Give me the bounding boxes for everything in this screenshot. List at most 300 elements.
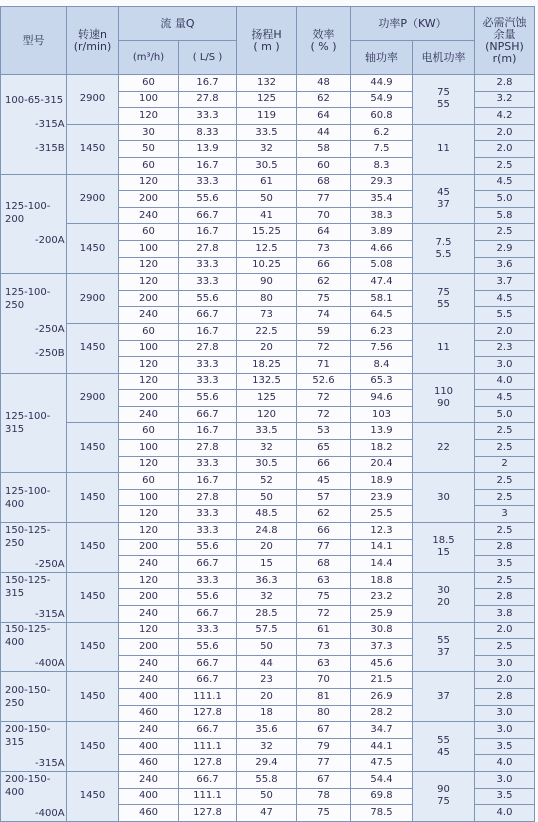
npsh-cell: 2.8: [475, 688, 535, 705]
motor-power-value: 55: [437, 298, 450, 310]
flow-m3h-cell: 60: [119, 323, 179, 340]
shaft-power-cell: 25.5: [351, 506, 413, 523]
table-row: [1, 771, 535, 788]
npsh-cell: 2.9: [475, 240, 535, 257]
flow-m3h-cell: 200: [119, 589, 179, 606]
flow-m3h-cell: 60: [119, 224, 179, 241]
motor-power-value: 30: [437, 491, 450, 503]
efficiency-cell: 74: [297, 307, 351, 324]
npsh-cell: 2.5: [475, 440, 535, 457]
flow-m3h-cell: 100: [119, 91, 179, 108]
motor-power-cell: [413, 423, 475, 473]
flow-m3h-cell: 120: [119, 373, 179, 390]
flow-m3h-cell: 240: [119, 406, 179, 423]
shaft-power-cell: 18.2: [351, 440, 413, 457]
head-cell: 73: [237, 307, 297, 324]
npsh-cell: 5.0: [475, 406, 535, 423]
head-cell: 55.8: [237, 771, 297, 788]
shaft-power-cell: 6.23: [351, 323, 413, 340]
motor-power-value: 110: [433, 386, 454, 398]
npsh-cell: 3.2: [475, 91, 535, 108]
flow-m3h-cell: 240: [119, 556, 179, 573]
flow-ls-cell: 27.8: [179, 340, 237, 357]
head-cell: 119: [237, 108, 297, 125]
head-cell: 33.5: [237, 423, 297, 440]
efficiency-cell: 67: [297, 771, 351, 788]
npsh-cell: 5.0: [475, 191, 535, 208]
shaft-power-cell: 20.4: [351, 456, 413, 473]
npsh-cell: 2.8: [475, 75, 535, 92]
table-row: [1, 323, 535, 340]
motor-power-cell: [413, 771, 475, 821]
speed-cell: 1450: [67, 423, 119, 473]
speed-cell: 2900: [67, 75, 119, 125]
flow-ls-cell: 33.3: [179, 622, 237, 639]
model-label: 150-125-250: [5, 524, 51, 549]
flow-ls-cell: 127.8: [179, 705, 237, 722]
head-cell: 12.5: [237, 240, 297, 257]
table-row: [1, 274, 535, 291]
shaft-power-cell: 69.8: [351, 788, 413, 805]
motor-power-value: 75: [437, 286, 450, 298]
flow-ls-cell: 16.7: [179, 473, 237, 490]
shaft-power-cell: 7.56: [351, 340, 413, 357]
model-label: 125-100-315: [5, 410, 51, 435]
model-label: -200A: [35, 235, 65, 247]
model-label: 125-100-250: [5, 287, 51, 312]
head-cell: 50: [237, 191, 297, 208]
npsh-cell: 2.3: [475, 340, 535, 357]
model-label: 100-65-315: [5, 94, 64, 106]
flow-m3h-cell: 100: [119, 440, 179, 457]
motor-power-cell: [413, 722, 475, 772]
npsh-cell: 4.0: [475, 805, 535, 822]
flow-m3h-cell: 200: [119, 539, 179, 556]
efficiency-cell: 75: [297, 805, 351, 822]
table-row: [1, 423, 535, 440]
head-cell: 44: [237, 655, 297, 672]
shaft-power-cell: 28.2: [351, 705, 413, 722]
flow-ls-cell: 16.7: [179, 157, 237, 174]
shaft-power-cell: 7.5: [351, 141, 413, 158]
flow-m3h-cell: 60: [119, 473, 179, 490]
shaft-power-cell: 58.1: [351, 290, 413, 307]
efficiency-cell: 73: [297, 639, 351, 656]
head-cell: 18.25: [237, 357, 297, 374]
npsh-cell: 2.0: [475, 622, 535, 639]
npsh-cell: 2.5: [475, 157, 535, 174]
motor-power-value: 45: [437, 186, 450, 198]
motor-power-value: 22: [437, 441, 450, 453]
motor-power-value: 55: [437, 734, 450, 746]
efficiency-cell: 68: [297, 174, 351, 191]
flow-m3h-cell: 240: [119, 606, 179, 623]
flow-m3h-cell: 400: [119, 688, 179, 705]
shaft-power-cell: 44.1: [351, 738, 413, 755]
head-cell: 24.8: [237, 523, 297, 540]
flow-ls-cell: 66.7: [179, 672, 237, 689]
npsh-cell: 3.5: [475, 556, 535, 573]
flow-ls-cell: 8.33: [179, 124, 237, 141]
shaft-power-cell: 25.9: [351, 606, 413, 623]
flow-m3h-cell: 240: [119, 771, 179, 788]
model-cell: [1, 622, 67, 672]
efficiency-cell: 70: [297, 207, 351, 224]
efficiency-cell: 48: [297, 75, 351, 92]
model-label: -250A: [35, 558, 65, 570]
model-label: 150-125-400: [5, 624, 51, 649]
flow-ls-cell: 66.7: [179, 406, 237, 423]
npsh-cell: 2.5: [475, 572, 535, 589]
npsh-cell: 5.5: [475, 307, 535, 324]
efficiency-cell: 73: [297, 240, 351, 257]
flow-m3h-cell: 240: [119, 672, 179, 689]
efficiency-cell: 64: [297, 224, 351, 241]
header-head: 扬程H ( m ): [237, 7, 297, 75]
motor-power-cell: [413, 523, 475, 573]
head-cell: 29.4: [237, 755, 297, 772]
flow-ls-cell: 16.7: [179, 75, 237, 92]
flow-ls-cell: 66.7: [179, 307, 237, 324]
model-label: 200-150-315: [5, 724, 51, 749]
motor-power-value: 20: [437, 597, 450, 609]
motor-power-value: 45: [437, 746, 450, 758]
flow-ls-cell: 33.3: [179, 572, 237, 589]
flow-ls-cell: 27.8: [179, 440, 237, 457]
head-cell: 125: [237, 91, 297, 108]
motor-power-value: 15: [437, 547, 450, 559]
table-row: [1, 75, 535, 92]
flow-ls-cell: 13.9: [179, 141, 237, 158]
model-label: 200-150-400: [5, 773, 51, 798]
flow-ls-cell: 16.7: [179, 323, 237, 340]
shaft-power-cell: 54.9: [351, 91, 413, 108]
motor-power-value: 55: [437, 99, 450, 111]
flow-m3h-cell: 240: [119, 722, 179, 739]
shaft-power-cell: 47.4: [351, 274, 413, 291]
motor-power-cell: [413, 174, 475, 224]
motor-power-cell: [413, 373, 475, 423]
efficiency-cell: 72: [297, 606, 351, 623]
head-cell: 80: [237, 290, 297, 307]
head-cell: 20: [237, 539, 297, 556]
flow-ls-cell: 27.8: [179, 240, 237, 257]
npsh-cell: 3: [475, 506, 535, 523]
shaft-power-cell: 26.9: [351, 688, 413, 705]
motor-power-value: 37: [437, 646, 450, 658]
motor-power-value: 55: [437, 634, 450, 646]
npsh-cell: 3.0: [475, 655, 535, 672]
head-cell: 32: [237, 738, 297, 755]
shaft-power-cell: 45.6: [351, 655, 413, 672]
npsh-cell: 2.5: [475, 639, 535, 656]
shaft-power-cell: 60.8: [351, 108, 413, 125]
efficiency-cell: 63: [297, 572, 351, 589]
flow-ls-cell: 66.7: [179, 606, 237, 623]
shaft-power-cell: 3.89: [351, 224, 413, 241]
flow-ls-cell: 55.6: [179, 390, 237, 407]
flow-ls-cell: 55.6: [179, 539, 237, 556]
npsh-cell: 2.5: [475, 224, 535, 241]
motor-power-value: 37: [437, 690, 450, 702]
model-label: -315A: [35, 118, 65, 130]
shaft-power-cell: 64.5: [351, 307, 413, 324]
efficiency-cell: 72: [297, 406, 351, 423]
npsh-cell: 4.0: [475, 755, 535, 772]
model-cell: [1, 75, 67, 175]
flow-ls-cell: 33.3: [179, 274, 237, 291]
npsh-cell: 4.5: [475, 290, 535, 307]
flow-m3h-cell: 120: [119, 572, 179, 589]
flow-m3h-cell: 460: [119, 755, 179, 772]
motor-power-value: 75: [437, 796, 450, 808]
shaft-power-cell: 14.4: [351, 556, 413, 573]
flow-m3h-cell: 100: [119, 340, 179, 357]
shaft-power-cell: 34.7: [351, 722, 413, 739]
npsh-cell: 3.5: [475, 738, 535, 755]
flow-m3h-cell: 50: [119, 141, 179, 158]
efficiency-cell: 66: [297, 456, 351, 473]
header-flow-m3h: (m³/h): [119, 41, 179, 75]
head-cell: 32: [237, 141, 297, 158]
head-cell: 30.5: [237, 157, 297, 174]
shaft-power-cell: 94.6: [351, 390, 413, 407]
head-cell: 48.5: [237, 506, 297, 523]
head-cell: 50: [237, 489, 297, 506]
npsh-cell: 3.0: [475, 357, 535, 374]
efficiency-cell: 68: [297, 556, 351, 573]
efficiency-cell: 62: [297, 506, 351, 523]
speed-cell: 1450: [67, 323, 119, 373]
shaft-power-cell: 13.9: [351, 423, 413, 440]
header-motor-power: 电机功率: [413, 41, 475, 75]
speed-cell: 1450: [67, 124, 119, 174]
motor-power-value: 75: [437, 87, 450, 99]
head-cell: 32: [237, 440, 297, 457]
efficiency-cell: 60: [297, 157, 351, 174]
model-label: 125-100-200: [5, 201, 51, 226]
shaft-power-cell: 12.3: [351, 523, 413, 540]
flow-ls-cell: 33.3: [179, 357, 237, 374]
head-cell: 35.6: [237, 722, 297, 739]
model-label: -315B: [35, 142, 65, 154]
model-label: 150-125-315: [5, 574, 51, 599]
flow-m3h-cell: 240: [119, 207, 179, 224]
speed-cell: 2900: [67, 373, 119, 423]
flow-ls-cell: 66.7: [179, 722, 237, 739]
motor-power-cell: [413, 224, 475, 274]
flow-ls-cell: 66.7: [179, 207, 237, 224]
speed-cell: 1450: [67, 572, 119, 622]
model-cell: [1, 523, 67, 573]
head-cell: 18: [237, 705, 297, 722]
head-cell: 90: [237, 274, 297, 291]
flow-m3h-cell: 460: [119, 705, 179, 722]
flow-ls-cell: 33.3: [179, 108, 237, 125]
shaft-power-cell: 29.3: [351, 174, 413, 191]
head-cell: 57.5: [237, 622, 297, 639]
model-label: -250B: [35, 348, 65, 360]
shaft-power-cell: 18.8: [351, 572, 413, 589]
speed-cell: 1450: [67, 473, 119, 523]
table-row: [1, 722, 535, 739]
flow-m3h-cell: 120: [119, 257, 179, 274]
flow-ls-cell: 66.7: [179, 655, 237, 672]
header-model: 型号: [1, 7, 67, 75]
shaft-power-cell: 54.4: [351, 771, 413, 788]
npsh-cell: 3.8: [475, 606, 535, 623]
flow-m3h-cell: 30: [119, 124, 179, 141]
flow-ls-cell: 33.3: [179, 257, 237, 274]
head-cell: 52: [237, 473, 297, 490]
flow-ls-cell: 55.6: [179, 290, 237, 307]
efficiency-cell: 58: [297, 141, 351, 158]
motor-power-value: 90: [437, 784, 450, 796]
efficiency-cell: 75: [297, 290, 351, 307]
shaft-power-cell: 44.9: [351, 75, 413, 92]
efficiency-cell: 63: [297, 655, 351, 672]
model-cell: [1, 174, 67, 274]
shaft-power-cell: 103: [351, 406, 413, 423]
efficiency-cell: 53: [297, 423, 351, 440]
table-row: [1, 473, 535, 490]
flow-m3h-cell: 60: [119, 157, 179, 174]
efficiency-cell: 70: [297, 672, 351, 689]
flow-ls-cell: 27.8: [179, 489, 237, 506]
efficiency-cell: 59: [297, 323, 351, 340]
shaft-power-cell: 8.3: [351, 157, 413, 174]
head-cell: 15: [237, 556, 297, 573]
motor-power-value: 90: [437, 398, 450, 410]
efficiency-cell: 75: [297, 589, 351, 606]
table-row: [1, 672, 535, 689]
pump-performance-table: [0, 6, 535, 822]
flow-ls-cell: 16.7: [179, 423, 237, 440]
npsh-cell: 2.5: [475, 523, 535, 540]
flow-m3h-cell: 100: [119, 489, 179, 506]
efficiency-cell: 45: [297, 473, 351, 490]
npsh-cell: 4.0: [475, 373, 535, 390]
head-cell: 41: [237, 207, 297, 224]
npsh-cell: 2.8: [475, 539, 535, 556]
shaft-power-cell: 23.2: [351, 589, 413, 606]
flow-m3h-cell: 460: [119, 805, 179, 822]
table-body: [1, 75, 535, 822]
shaft-power-cell: 8.4: [351, 357, 413, 374]
shaft-power-cell: 30.8: [351, 622, 413, 639]
npsh-cell: 5.8: [475, 207, 535, 224]
header-flow-ls: ( L/S ): [179, 41, 237, 75]
flow-ls-cell: 55.6: [179, 589, 237, 606]
speed-cell: 1450: [67, 523, 119, 573]
model-cell: [1, 771, 67, 821]
motor-power-cell: [413, 473, 475, 523]
motor-power-cell: [413, 323, 475, 373]
head-cell: 47: [237, 805, 297, 822]
motor-power-cell: [413, 274, 475, 324]
efficiency-cell: 44: [297, 124, 351, 141]
flow-m3h-cell: 120: [119, 523, 179, 540]
efficiency-cell: 61: [297, 622, 351, 639]
speed-cell: 1450: [67, 672, 119, 722]
head-cell: 15.25: [237, 224, 297, 241]
table-row: [1, 572, 535, 589]
efficiency-cell: 78: [297, 788, 351, 805]
motor-power-value: 5.5: [435, 248, 452, 260]
shaft-power-cell: 37.3: [351, 639, 413, 656]
flow-m3h-cell: 200: [119, 639, 179, 656]
efficiency-cell: 67: [297, 722, 351, 739]
speed-cell: 1450: [67, 722, 119, 772]
npsh-cell: 2.5: [475, 423, 535, 440]
table-header: [1, 7, 535, 75]
table-row: [1, 174, 535, 191]
flow-ls-cell: 33.3: [179, 373, 237, 390]
motor-power-cell: [413, 572, 475, 622]
model-label: 200-150-250: [5, 684, 51, 709]
efficiency-cell: 80: [297, 705, 351, 722]
flow-m3h-cell: 120: [119, 456, 179, 473]
head-cell: 20: [237, 340, 297, 357]
flow-m3h-cell: 60: [119, 75, 179, 92]
flow-m3h-cell: 200: [119, 191, 179, 208]
efficiency-cell: 62: [297, 91, 351, 108]
table-row: [1, 523, 535, 540]
header-speed: 转速n (r/min): [67, 7, 119, 75]
head-cell: 36.3: [237, 572, 297, 589]
speed-cell: 1450: [67, 224, 119, 274]
npsh-cell: 3.0: [475, 771, 535, 788]
efficiency-cell: 57: [297, 489, 351, 506]
head-cell: 20: [237, 688, 297, 705]
model-cell: [1, 274, 67, 374]
flow-ls-cell: 127.8: [179, 755, 237, 772]
motor-power-value: 7.5: [435, 236, 452, 248]
efficiency-cell: 77: [297, 191, 351, 208]
motor-power-value: 37: [437, 198, 450, 210]
flow-ls-cell: 66.7: [179, 556, 237, 573]
efficiency-cell: 81: [297, 688, 351, 705]
npsh-cell: 3.5: [475, 788, 535, 805]
model-label: -250A: [35, 324, 65, 336]
flow-ls-cell: 111.1: [179, 688, 237, 705]
flow-ls-cell: 33.3: [179, 523, 237, 540]
speed-cell: 2900: [67, 174, 119, 224]
shaft-power-cell: 35.4: [351, 191, 413, 208]
table-row: [1, 622, 535, 639]
shaft-power-cell: 14.1: [351, 539, 413, 556]
flow-m3h-cell: 400: [119, 738, 179, 755]
model-label: 125-100-400: [5, 485, 51, 510]
npsh-cell: 2: [475, 456, 535, 473]
shaft-power-cell: 38.3: [351, 207, 413, 224]
head-cell: 28.5: [237, 606, 297, 623]
npsh-cell: 4.5: [475, 390, 535, 407]
table-row: [1, 224, 535, 241]
flow-ls-cell: 55.6: [179, 191, 237, 208]
head-cell: 22.5: [237, 323, 297, 340]
head-cell: 120: [237, 406, 297, 423]
model-cell: [1, 672, 67, 722]
model-cell: [1, 373, 67, 473]
model-cell: [1, 572, 67, 622]
head-cell: 50: [237, 639, 297, 656]
npsh-cell: 2.8: [475, 589, 535, 606]
head-cell: 23: [237, 672, 297, 689]
npsh-cell: 2.5: [475, 473, 535, 490]
shaft-power-cell: 47.5: [351, 755, 413, 772]
head-cell: 132: [237, 75, 297, 92]
